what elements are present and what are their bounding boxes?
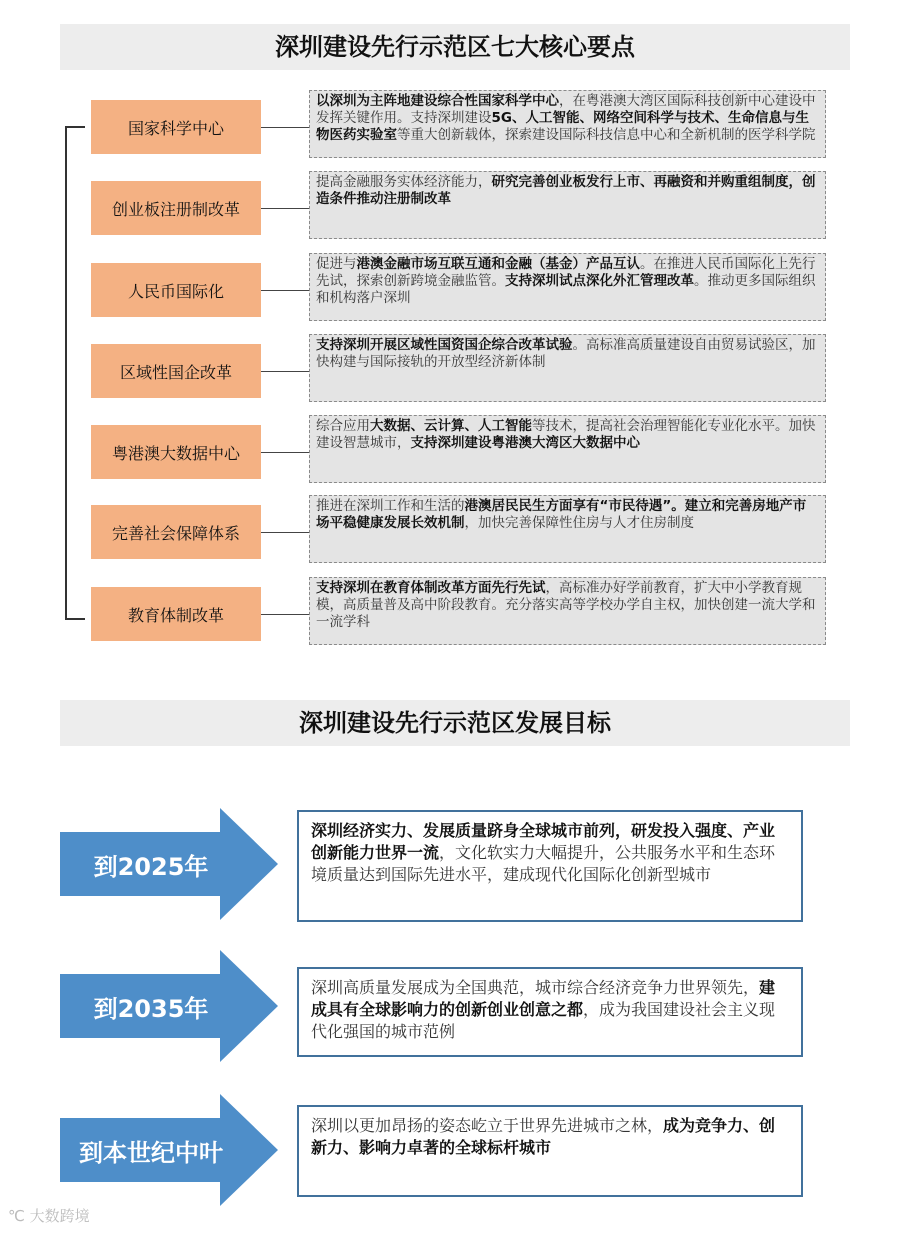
emphasis-text: 港澳金融市场互联互通和金融（基金）产品互认 bbox=[356, 256, 640, 272]
emphasis-text: 研究完善创业板发行上市、再融资和并购重组制度，创造条件推动注册制改革 bbox=[316, 174, 816, 207]
emphasis-text: 5G、人工智能、网络空间科学与技术、生命信息与生物医药实验室 bbox=[316, 110, 809, 143]
body-text: ，加快完善保障性住房与人才住房制度 bbox=[464, 515, 694, 531]
body-text: 推进在深圳工作和生活的 bbox=[316, 498, 465, 514]
body-text: 等重大创新载体，探索建设国际科技信息中心和全新机制的医学科学院 bbox=[397, 127, 816, 143]
core-point-label: 完善社会保障体系 bbox=[91, 505, 261, 559]
goal-year-label: 到2035年 bbox=[93, 994, 209, 1023]
emphasis-text: 支持深圳试点深化外汇管理改革 bbox=[505, 273, 694, 289]
goal-description bbox=[297, 1105, 803, 1197]
core-point-label: 粤港澳大数据中心 bbox=[91, 425, 261, 479]
section1-title: 深圳建设先行示范区七大核心要点 bbox=[60, 24, 850, 70]
connector-line bbox=[261, 127, 311, 128]
section2-title: 深圳建设先行示范区发展目标 bbox=[60, 700, 850, 746]
emphasis-text: 成为竞争力、创新力、影响力卓著的全球标杆城市 bbox=[311, 1116, 776, 1157]
goal-arrow bbox=[60, 1094, 278, 1206]
items-bracket bbox=[65, 126, 85, 620]
core-point-label: 创业板注册制改革 bbox=[91, 181, 261, 235]
emphasis-text: 港澳居民民生方面享有“市民待遇”。建立和完善房地产市场平稳健康发展长效机制 bbox=[316, 498, 807, 531]
body-text: ，文化软实力大幅提升，公共服务水平和生态环境质量达到国际先进水平，建成现代化国际化创新型城市 bbox=[311, 843, 776, 884]
core-point-description bbox=[309, 577, 826, 645]
body-text: ，在粤港澳大湾区国际科技创新中心建设中发挥关键作用。支持深圳建设 bbox=[316, 93, 816, 126]
body-text: 综合应用 bbox=[316, 418, 370, 434]
emphasis-text: 大数据、云计算、人工智能 bbox=[370, 418, 532, 434]
body-text: 。在推进人民币国际化上先行先试，探索创新跨境金融监管。 bbox=[316, 256, 816, 289]
goal-arrow bbox=[60, 950, 278, 1062]
emphasis-text: 建成具有全球影响力的创新创业创意之都 bbox=[311, 978, 776, 1019]
emphasis-text: 深圳经济实力、发展质量跻身全球城市前列，研发投入强度、产业创新能力世界一流 bbox=[311, 821, 776, 862]
body-text: 深圳以更加昂扬的姿态屹立于世界先进城市之林， bbox=[311, 1116, 664, 1135]
body-text: 。推动更多国际组织和机构落户深圳 bbox=[316, 273, 816, 306]
body-text: 。高标准高质量建设自由贸易试验区，加快构建与国际接轨的开放型经济新体制 bbox=[316, 337, 816, 370]
goal-description bbox=[297, 967, 803, 1057]
connector-line bbox=[261, 614, 311, 615]
core-point-label: 人民币国际化 bbox=[91, 263, 261, 317]
core-point-description bbox=[309, 495, 826, 563]
emphasis-text: 支持深圳建设粤港澳大湾区大数据中心 bbox=[410, 435, 640, 451]
emphasis-text: 支持深圳在教育体制改革方面先行先试 bbox=[316, 580, 546, 596]
emphasis-text: 以深圳为主阵地建设综合性国家科学中心 bbox=[316, 93, 559, 109]
watermark bbox=[8, 1205, 90, 1226]
core-point-description bbox=[309, 253, 826, 321]
goal-year-label: 到本世纪中叶 bbox=[79, 1138, 223, 1167]
goal-arrow bbox=[60, 808, 278, 920]
body-text: 深圳高质量发展成为全国典范，城市综合经济竞争力世界领先， bbox=[311, 978, 760, 997]
goal-year-label: 到2025年 bbox=[93, 852, 209, 881]
connector-line bbox=[261, 532, 311, 533]
watermark-logo-icon: ℃ bbox=[8, 1207, 25, 1225]
body-text: ，成为我国建设社会主义现代化强国的城市范例 bbox=[311, 1000, 776, 1041]
core-point-label: 教育体制改革 bbox=[91, 587, 261, 641]
core-point-description bbox=[309, 171, 826, 239]
connector-line bbox=[261, 371, 311, 372]
emphasis-text: 支持深圳开展区域性国资国企综合改革试验 bbox=[316, 337, 573, 353]
goal-description bbox=[297, 810, 803, 922]
connector-line bbox=[261, 208, 311, 209]
body-text: 等技术，提高社会治理智能化专业化水平。加快建设智慧城市， bbox=[316, 418, 816, 451]
body-text: 提高金融服务实体经济能力， bbox=[316, 174, 492, 190]
body-text: ，高标准办好学前教育，扩大中小学教育规模，高质量普及高中阶段教育。充分落实高等学校办学自主权，加快创建一流大学和一流学科 bbox=[316, 580, 816, 630]
core-point-label: 区域性国企改革 bbox=[91, 344, 261, 398]
connector-line bbox=[261, 452, 311, 453]
core-point-label: 国家科学中心 bbox=[91, 100, 261, 154]
core-point-description bbox=[309, 90, 826, 158]
watermark-text: 大数跨境 bbox=[29, 1207, 90, 1225]
core-point-description bbox=[309, 334, 826, 402]
connector-line bbox=[261, 290, 311, 291]
body-text: 促进与 bbox=[316, 256, 357, 272]
core-point-description bbox=[309, 415, 826, 483]
